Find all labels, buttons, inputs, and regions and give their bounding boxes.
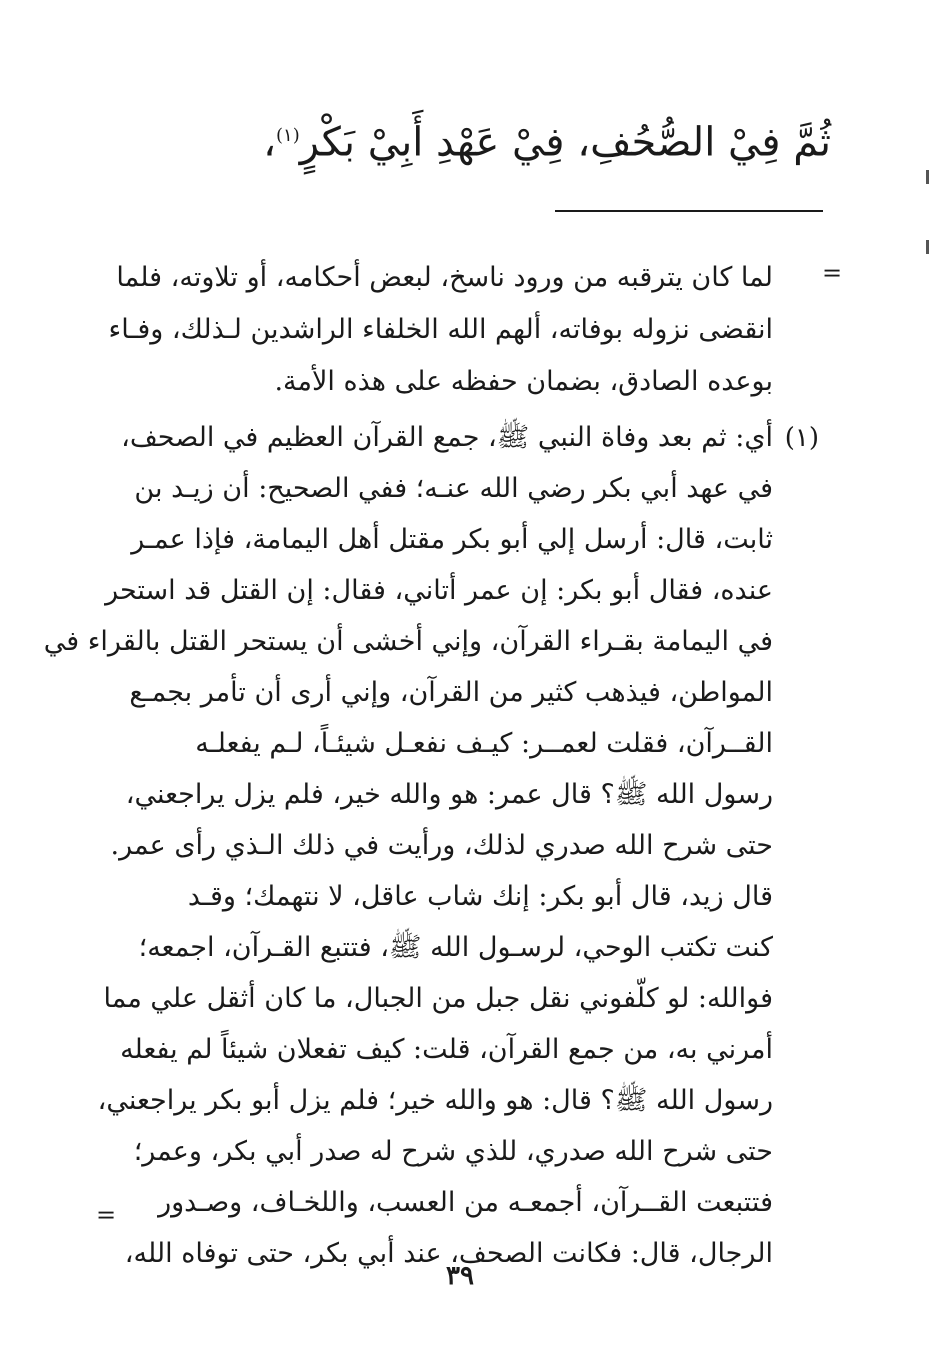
footnote-block [43, 412, 773, 1279]
footnote-line: حتى شرح الله صدري، للذي شرح له صدر أبي بكر، وعمر؛ [133, 1136, 773, 1167]
margin-mark [926, 170, 929, 184]
footnote-line: رسول الله ﷺ؟ قال: هو والله خير؛ فلم يزل أبو بكر يراجعني، [97, 1085, 773, 1116]
footnote-line: كنت تكتب الوحي، لرسـول الله ﷺ، فتتبع القـرآن، اجمعه؛ [138, 932, 773, 963]
commentary-block [108, 252, 773, 408]
footnote-line: أمرني به، من جمع القرآن، قلت: كيف تفعلان شيئاً لم يفعله [120, 1034, 773, 1065]
commentary-line: انقضى نزوله بوفاته، ألهم الله الخلفاء الراشدين لـذلك، وفـاء [108, 314, 773, 345]
commentary-line: لما كان يترقبه من ورود ناسخ، لبعض أحكامه، أو تلاوته، فلما [116, 262, 773, 293]
footnote-line: في اليمامة بقـراء القرآن، وإني أخشى أن يستحر القتل بالقراء في [43, 626, 773, 657]
footnote-line: فوالله: لو كلّفوني نقل جبل من الجبال، ما كان أثقل علي مما [103, 983, 773, 1014]
continuation-marker: = [822, 259, 843, 287]
footnote-line: القــرآن، فقلت لعمــر: كيـف نفعـل شيئـاً، لـم يفعلـه [195, 728, 773, 759]
footnote-separator-rule [555, 210, 823, 212]
footnote-line: عنده، فقال أبو بكر: إن عمر أتاني، فقال: إن القتل قد استحر [105, 575, 773, 606]
footnote-line: ثابت، قال: أرسل إلي أبو بكر مقتل أهل اليمامة، فإذا عمـر [131, 524, 773, 555]
footnote-line: الرجال، قال: فكانت الصحف، عند أبي بكر، حتى توفاه الله، [124, 1238, 773, 1269]
footnote-line: رسول الله ﷺ؟ قال عمر: هو والله خير، فلم يزل يراجعني، [125, 779, 773, 810]
end-continuation-marker: = [96, 1201, 117, 1229]
commentary-line: بوعده الصادق، بضمان حفظه على هذه الأمة. [274, 366, 773, 397]
page-number: ٣٩ [446, 1261, 474, 1291]
page-title [191, 104, 831, 174]
footnote-line: قال زيد، قال أبو بكر: إنك شاب عاقل، لا نتهمك؛ وقـد [187, 881, 773, 912]
footnote-line: المواطن، فيذهب كثير من القرآن، وإني أرى أن تأمر بجمـع [129, 677, 773, 708]
footnote-line: فتتبعت القــرآن، أجمعـه من العسب، واللخـاف، وصـدور [158, 1187, 773, 1218]
footnote-line: في عهد أبي بكر رضي الله عنـه؛ ففي الصحيح: أن زيـد بن [134, 473, 773, 504]
title-trailing: ، [263, 119, 276, 166]
footnote-line: أي: ثم بعد وفاة النبي ﷺ، جمع القرآن العظيم في الصحف، [121, 422, 773, 453]
footnote-line: حتى شرح الله صدري لذلك، ورأيت في ذلك الـذي رأى عمر. [110, 830, 773, 861]
title-text: ثُمَّ فِيْ الصُّحُفِ، فِيْ عَهْدِ أَبِيْ بَكْرٍ [299, 119, 831, 166]
title-footnote-ref[interactable]: (١) [275, 125, 300, 146]
margin-mark [926, 240, 929, 254]
footnote-number: (١) [784, 423, 819, 453]
